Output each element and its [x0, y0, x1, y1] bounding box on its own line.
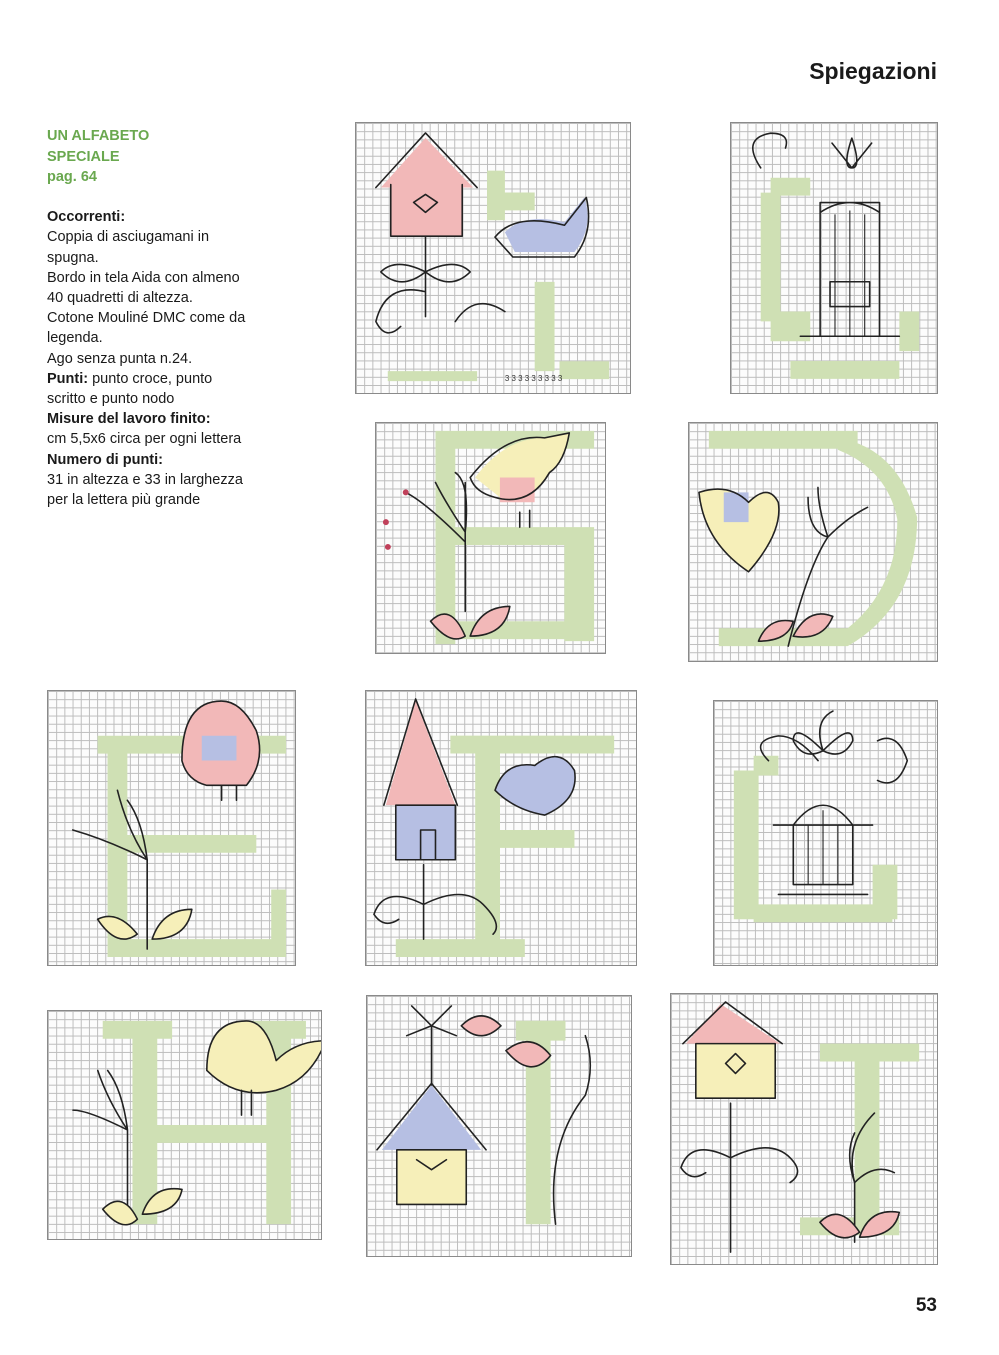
chart-d-pattern	[689, 423, 937, 661]
materials-label: Occorrenti:	[47, 209, 126, 226]
size-text: cm 5,5x6 circa per ogni lettera	[47, 431, 242, 448]
count-text-1: 31 in altezza e 33 in larghezza	[47, 471, 243, 488]
chart-letter-h	[47, 1010, 322, 1240]
svg-text:3 3 3 3 3 3 3 3 3: 3 3 3 3 3 3 3 3 3	[504, 374, 563, 384]
chart-h-pattern	[48, 1011, 321, 1239]
materials-line: Ago senza punta n.24.	[47, 350, 193, 367]
section-title: Spiegazioni	[809, 58, 937, 84]
chart-j-pattern	[671, 994, 937, 1264]
chart-letter-j	[670, 993, 938, 1265]
article-page-ref: pag. 64	[47, 169, 97, 185]
chart-letter-e	[47, 690, 296, 966]
chart-e-pattern	[48, 691, 295, 965]
article-title-line1: UN ALFABETO	[47, 128, 150, 144]
chart-a-pattern	[356, 123, 630, 393]
chart-letter-d	[688, 422, 938, 662]
article-sidebar	[47, 126, 267, 510]
chart-letter-i	[366, 995, 632, 1257]
materials-line: Bordo in tela Aida con almeno	[47, 269, 240, 286]
chart-b-pattern	[376, 423, 605, 653]
materials-line: Coppia di asciugamani in	[47, 229, 210, 246]
chart-g-pattern	[714, 701, 937, 965]
chart-letter-c	[730, 122, 938, 394]
materials-line: 40 quadretti di altezza.	[47, 290, 193, 307]
count-text-2: per la lettera più grande	[47, 492, 201, 509]
chart-letter-b	[375, 422, 606, 654]
stitches-text-2: scritto e punto nodo	[47, 391, 175, 408]
materials-line: legenda.	[47, 330, 103, 347]
materials-line: spugna.	[47, 249, 99, 266]
chart-f-pattern	[366, 691, 636, 965]
stitches-line	[47, 369, 267, 389]
chart-letter-a	[355, 122, 631, 394]
chart-letter-f	[365, 690, 637, 966]
chart-c-pattern	[731, 123, 937, 393]
chart-letter-g	[713, 700, 938, 966]
count-label: Numero di punti:	[47, 451, 163, 468]
page-number: 53	[915, 1295, 937, 1316]
article-title-line2: SPECIALE	[47, 148, 120, 165]
size-label: Misure del lavoro finito:	[47, 411, 211, 428]
stitches-text: punto croce, punto	[88, 370, 213, 387]
materials-line: Cotone Mouliné DMC come da	[47, 310, 246, 327]
stitches-label: Punti:	[47, 370, 89, 387]
chart-i-pattern	[367, 996, 631, 1256]
